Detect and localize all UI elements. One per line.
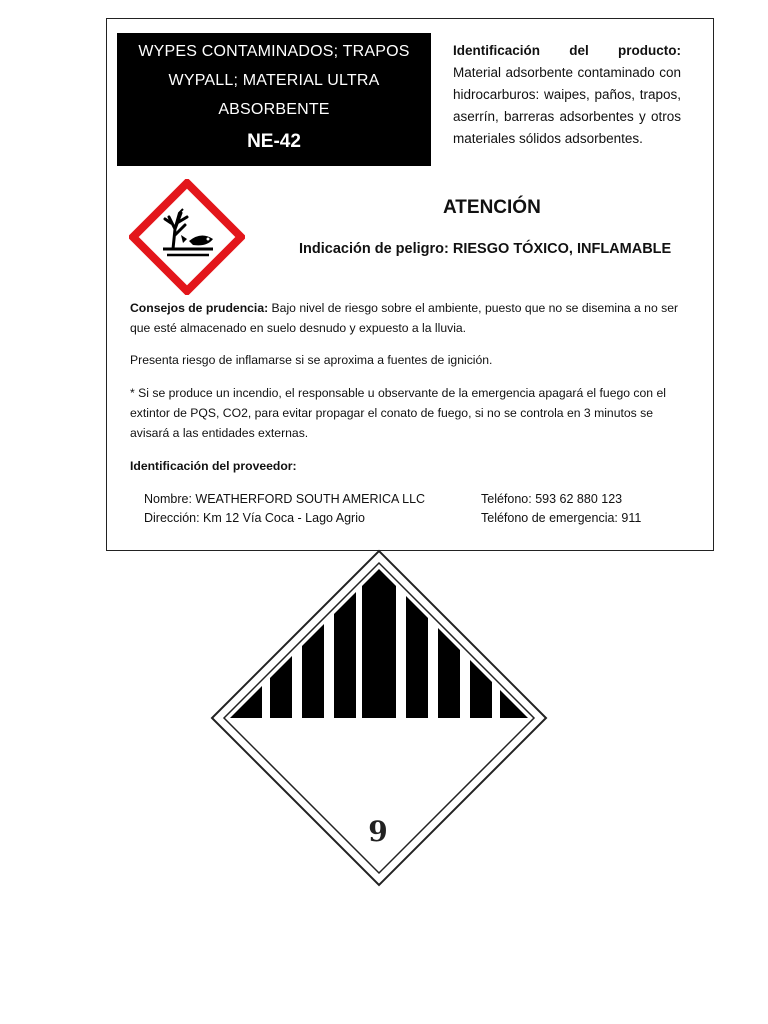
hazard-value: RIESGO TÓXICO, INFLAMABLE [452, 241, 672, 257]
emergency-phone: Teléfono de emergencia: 911 [481, 511, 642, 525]
hazard-statement [299, 241, 689, 257]
precautionary-advice [130, 298, 690, 338]
environment-hazard-icon [129, 179, 245, 295]
signal-word: ATENCIÓN [443, 197, 541, 218]
product-identification [453, 40, 681, 150]
supplier-name: Nombre: WEATHERFORD SOUTH AMERICA LLC [144, 492, 426, 506]
supplier-phone: Teléfono: 593 62 880 123 [481, 492, 623, 506]
product-code: NE-42 [247, 131, 301, 152]
fire-response-statement: * Si se produce un incendio, el responsable u observante de la emergencia apagará el fuego con el extintor de PQS, CO2, para evitar propagar el conato de fuego, si no se controla en 3 minutos se avisará a las entidades externas. [130, 386, 666, 440]
precaution-label: Consejos de prudencia: [130, 301, 269, 315]
hazard-label [106, 18, 714, 551]
product-id-label: Identificación del producto: [453, 43, 681, 58]
product-title-block [117, 33, 431, 166]
product-id-text: Material adsorbente contaminado con hidrocarburos: waipes, paños, trapos, aserrín, barreras adsorbentes y otros materiales sólidos adsorbentes. [453, 65, 681, 146]
hazard-label: Indicación de peligro: [299, 241, 453, 257]
supplier-address: Dirección: Km 12 Vía Coca - Lago Agrio [144, 511, 365, 525]
precaution-text: Bajo nivel de riesgo sobre el ambiente, puesto que no se disemina a no ser que esté almacenado en suelo desnudo y expuesto a la lluvia. [130, 301, 679, 335]
flammability-statement: Presenta riesgo de inflamarse si se aproxima a fuentes de ignición. [130, 353, 493, 367]
product-title: WYPES CONTAMINADOS; TRAPOS WYPALL; MATERIAL ULTRA ABSORBENTE [138, 43, 410, 118]
supplier-heading: Identificación del proveedor: [130, 459, 297, 473]
class-number: 9 [368, 815, 388, 848]
class-9-hazard-diamond-icon [210, 549, 548, 887]
